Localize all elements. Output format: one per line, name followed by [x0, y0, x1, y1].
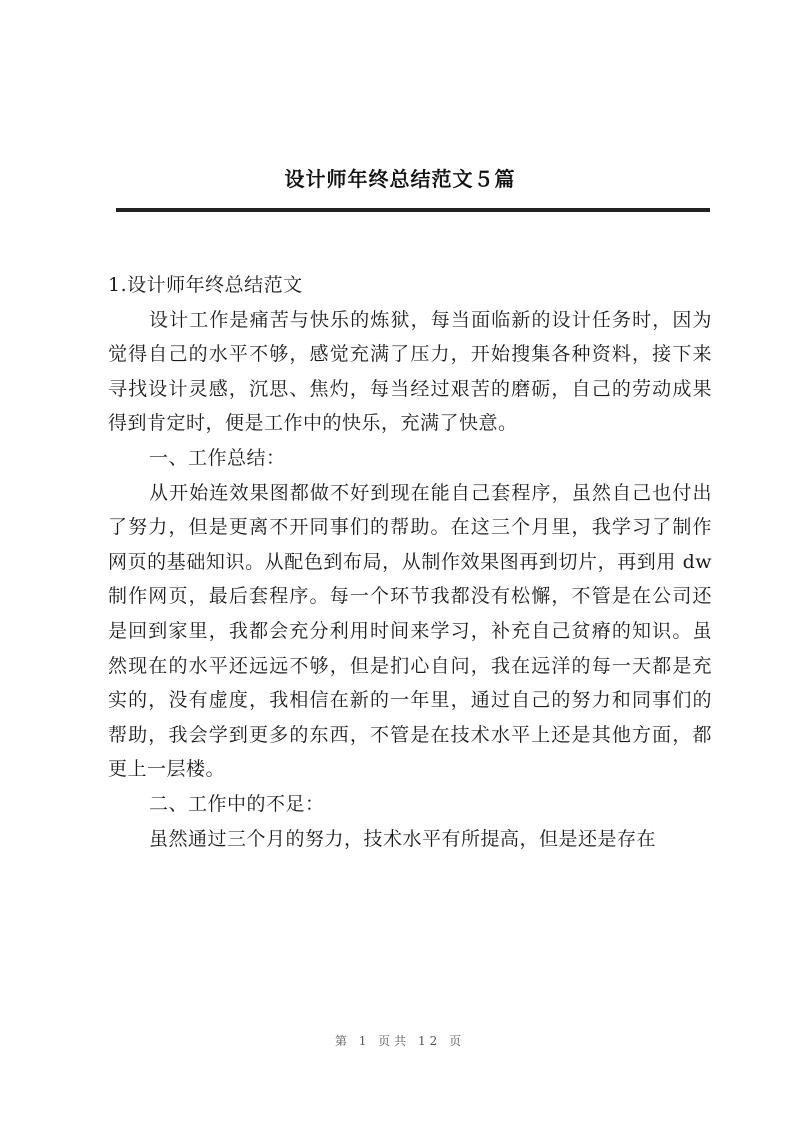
- subheading-work-summary: 一、工作总结：: [149, 446, 286, 469]
- subheading-shortcomings: 二、工作中的不足：: [149, 792, 325, 815]
- document-body: [108, 268, 712, 856]
- paragraph-intro: 设计工作是痛苦与快乐的炼狱，每当面临新的设计任务时，因为觉得自己的水平不够，感觉充满了压力，开始搜集各种资料，接下来寻找设计灵感，沉思、焦灼，每当经过艰苦的磨砺，自己的劳动成果得到肯定时，便是工作中的快乐，充满了快意。: [108, 308, 712, 435]
- title-underline-rule: [116, 208, 710, 212]
- page-number-footer: 第 1 页共 12 页: [334, 1034, 466, 1048]
- paragraph-shortcomings: 虽然通过三个月的努力，技术水平有所提高，但是还是存在: [149, 827, 657, 850]
- section-heading: 1.设计师年终总结范文: [108, 274, 303, 296]
- document-title: 设计师年终总结范文５篇: [284, 167, 516, 191]
- paragraph-work-summary: 从开始连效果图都做不好到现在能自己套程序，虽然自己也付出了努力，但是更离不开同事们的帮助。在这三个月里，我学习了制作网页的基础知识。从配色到布局，从制作效果图再到切片，再到用 dw 制作网页，最后套程序。每一个环节我都没有松懈，不管是在公司还是回到家里，我都会充分利用时间来学习，补充自己贫瘠的知识。虽然现在的水平还远远不够，但是扪心自问，我在远洋的每一天都是充实的，没有虚度，我相信在新的一年里，通过自己的努力和同事们的帮助，我会学到更多的东西，不管是在技术水平上还是其他方面，都更上一层楼。: [108, 481, 712, 781]
